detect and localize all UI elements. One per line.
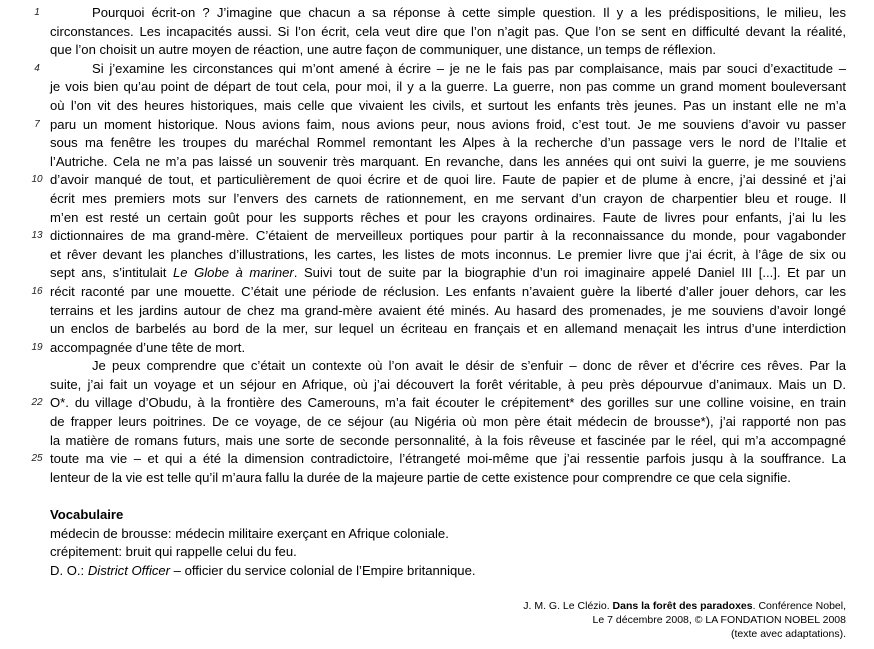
- line-text: sous ma fenêtre les troupes du maréchal Rommel remontant les Alpes à la recherche d’un passage vers le nord de l’Italie et: [50, 135, 846, 151]
- line-text: circonstances. Les incapacités aussi. Si l’on écrit, cela veut dire que l’on n’agit pas. Que l’on se sent en difficulté devant la réalité,: [50, 23, 846, 39]
- text-line: [50, 134, 846, 153]
- citation-venue: . Conférence Nobel,: [752, 600, 846, 612]
- vocabulary-item: crépitement: bruit qui rappelle celui du feu.: [50, 544, 297, 560]
- line-number: 10: [31, 174, 43, 186]
- text-line: [50, 357, 846, 376]
- book-title: Le Globe à mariner: [172, 265, 294, 281]
- line-text: dictionnaires de ma grand-mère. C’étaient de merveilleux portiques pour partir à la reconnaissance du monde, pour vagabonder: [50, 228, 846, 244]
- line-number: 4: [34, 62, 40, 74]
- citation-date: Le 7 décembre 2008, © LA FONDATION NOBEL 2008: [592, 614, 846, 626]
- line-text: terrains et les jardins autour de chez ma grand-mère avaient été minés. Au hasard des promenades, je me souviens d’avoir longé: [50, 302, 846, 318]
- line-number: 7: [34, 118, 40, 130]
- line-text: que l’on choisit un autre moyen de réaction, une autre façon de communiquer, une distance, un temps de réflexion.: [50, 42, 717, 58]
- line-number: 25: [31, 453, 43, 465]
- citation-line: [523, 599, 846, 613]
- text-line: [50, 469, 846, 488]
- source-citation: [523, 599, 846, 641]
- line-text-start: sept ans, s’intitulait: [50, 265, 173, 281]
- line-number: 1: [34, 7, 40, 18]
- line-text: Pourquoi écrit-on ? J’imagine que chacun a sa réponse à cette simple question. Il y a les prédispositions, le milieu, les: [92, 5, 846, 20]
- text-line: [50, 376, 846, 395]
- line-text: lenteur de la vie est telle qu’il m’aura fallu la durée de la majeure partie de cette existence pour comprendre ce que cela signifie.: [50, 469, 791, 485]
- text-line: [31, 339, 846, 358]
- text-line: [50, 432, 846, 451]
- vocabulary-title: Vocabulaire: [50, 507, 124, 522]
- text-line: [50, 246, 846, 265]
- citation-note: (texte avec adaptations).: [731, 628, 846, 640]
- vocabulary-item: médecin de brousse: médecin militaire exerçant en Afrique coloniale.: [50, 525, 449, 541]
- line-number: 16: [31, 285, 43, 297]
- line-text: m’en est resté un certain goût pour les supports rêches et pour les crayons ordinaires. Faute de livres pour enfants, j’ai lu les: [50, 209, 846, 225]
- text-line: [50, 320, 846, 339]
- text-line: [50, 190, 846, 209]
- line-text: la matière de romans futurs, mais une sorte de seconde personnalité, à la fois rêveuse et fascinée par le réel, qui m’a accompagné: [50, 432, 846, 448]
- text-line: [31, 171, 846, 190]
- text-line: [50, 209, 846, 228]
- line-number: 22: [31, 397, 43, 409]
- vocabulary-section: [50, 506, 476, 580]
- line-number: 13: [31, 230, 43, 242]
- line-text: accompagnée d’une tête de mort.: [50, 339, 246, 355]
- citation-author: J. M. G. Le Clézio.: [523, 600, 613, 612]
- vocabulary-abbrev: D. O.:: [50, 562, 88, 578]
- line-text-end: . Suivi tout de suite par la biographie d’un roi imaginaire appelé Daniel III [...]. Et par un: [293, 265, 847, 281]
- line-text: Je peux comprendre que c’était un contexte où l’on avait le désir de s’enfuir – donc de rêver et d’écrire ces rêves. Par la: [92, 358, 846, 374]
- text-line: [50, 97, 846, 116]
- line-text: l’Autriche. Cela ne m’a pas laissé un souvenir très marquant. En revanche, dans les années qui ont suivi la guerre, je me souviens: [50, 153, 846, 169]
- main-text: [31, 4, 847, 487]
- text-line: [34, 60, 846, 79]
- text-line: [50, 23, 846, 42]
- text-line: [50, 41, 846, 60]
- line-text: toute ma vie – et qui a été la dimension contradictoire, l’étrangeté moi-même que j’ai ressentie parfois jusqu à la souffrance. La: [50, 451, 846, 467]
- line-number: 19: [31, 341, 43, 353]
- vocabulary-item: [50, 562, 476, 581]
- line-text: Si j’examine les circonstances qui m’ont amené à écrire – je ne le fais pas par complaisance, mais par souci d’exactitude –: [92, 60, 846, 76]
- text-line: [50, 153, 846, 172]
- line-text: et rêver devant les planches d’illustrations, les cartes, les listes de mots inconnus. Le premier livre que j’ai écrit, à l’âge de six ou: [50, 246, 846, 262]
- text-line: [34, 116, 846, 135]
- line-text: de frapper leurs poitrines. De ce voyage, de ce séjour (au Nigéria où mon père était médecin de brousse*), j’ai rapporté non pas: [50, 414, 846, 430]
- text-line: [31, 283, 846, 302]
- text-line: [50, 413, 846, 432]
- line-text: où l’on vit des heures historiques, mais celle que vivaient les civils, et surtout les enfants très jeunes. Pas un instant elle ne m’a: [50, 97, 846, 113]
- line-text: d’avoir manqué de tout, et particulièrement de quoi écrire et de quoi lire. Faute de papier et de plume à encre, j’ai dessiné et j’ai: [50, 172, 846, 188]
- text-line: [31, 450, 846, 469]
- vocabulary-definition: – officier du service colonial de l’Empire britannique.: [170, 562, 476, 578]
- line-text: récit raconté par une mouette. C’était une période de réclusion. Les enfants n’avaient guère la liberté d’aller jouer dehors, car les: [50, 283, 846, 299]
- text-line: [31, 227, 846, 246]
- text-line: [31, 394, 846, 413]
- line-text: un enclos de barbelés au bord de la mer, sur lequel un écriteau en français et en allemand menaçait les intrus d’une interdiction: [50, 321, 846, 337]
- line-text: je vois bien qu’au point de départ de tout cela, pour moi, il y a la guerre. La guerre, non pas comme un grand moment bouleversant: [50, 79, 846, 95]
- text-line: [50, 78, 846, 97]
- line-text: [50, 264, 846, 283]
- line-text: O*. du village d’Obudu, à la frontière des Camerouns, m’a fait écouter le crépitement* des gorilles sur une colline voisine, en train: [50, 395, 846, 411]
- line-text: écrit mes premiers mots sur l’envers des carnets de rationnement, en me servant d’un crayon de charpentier bleu et rouge. Il: [50, 190, 846, 206]
- text-line: [34, 4, 846, 23]
- line-text: paru un moment historique. Nous avions faim, nous avions peur, nous avions froid, c’est tout. Je me souviens d’avoir vu passer: [50, 116, 846, 132]
- line-text: suite, j’ai fait un voyage et un séjour en Afrique, où j’ai découvert la forêt véritable, à peu près dépourvue d’animaux. Mais un D.: [50, 376, 846, 392]
- vocabulary-term: District Officer: [87, 562, 171, 578]
- text-line: [50, 264, 846, 283]
- citation-title: Dans la forêt des paradoxes: [612, 600, 753, 612]
- text-line: [50, 302, 846, 321]
